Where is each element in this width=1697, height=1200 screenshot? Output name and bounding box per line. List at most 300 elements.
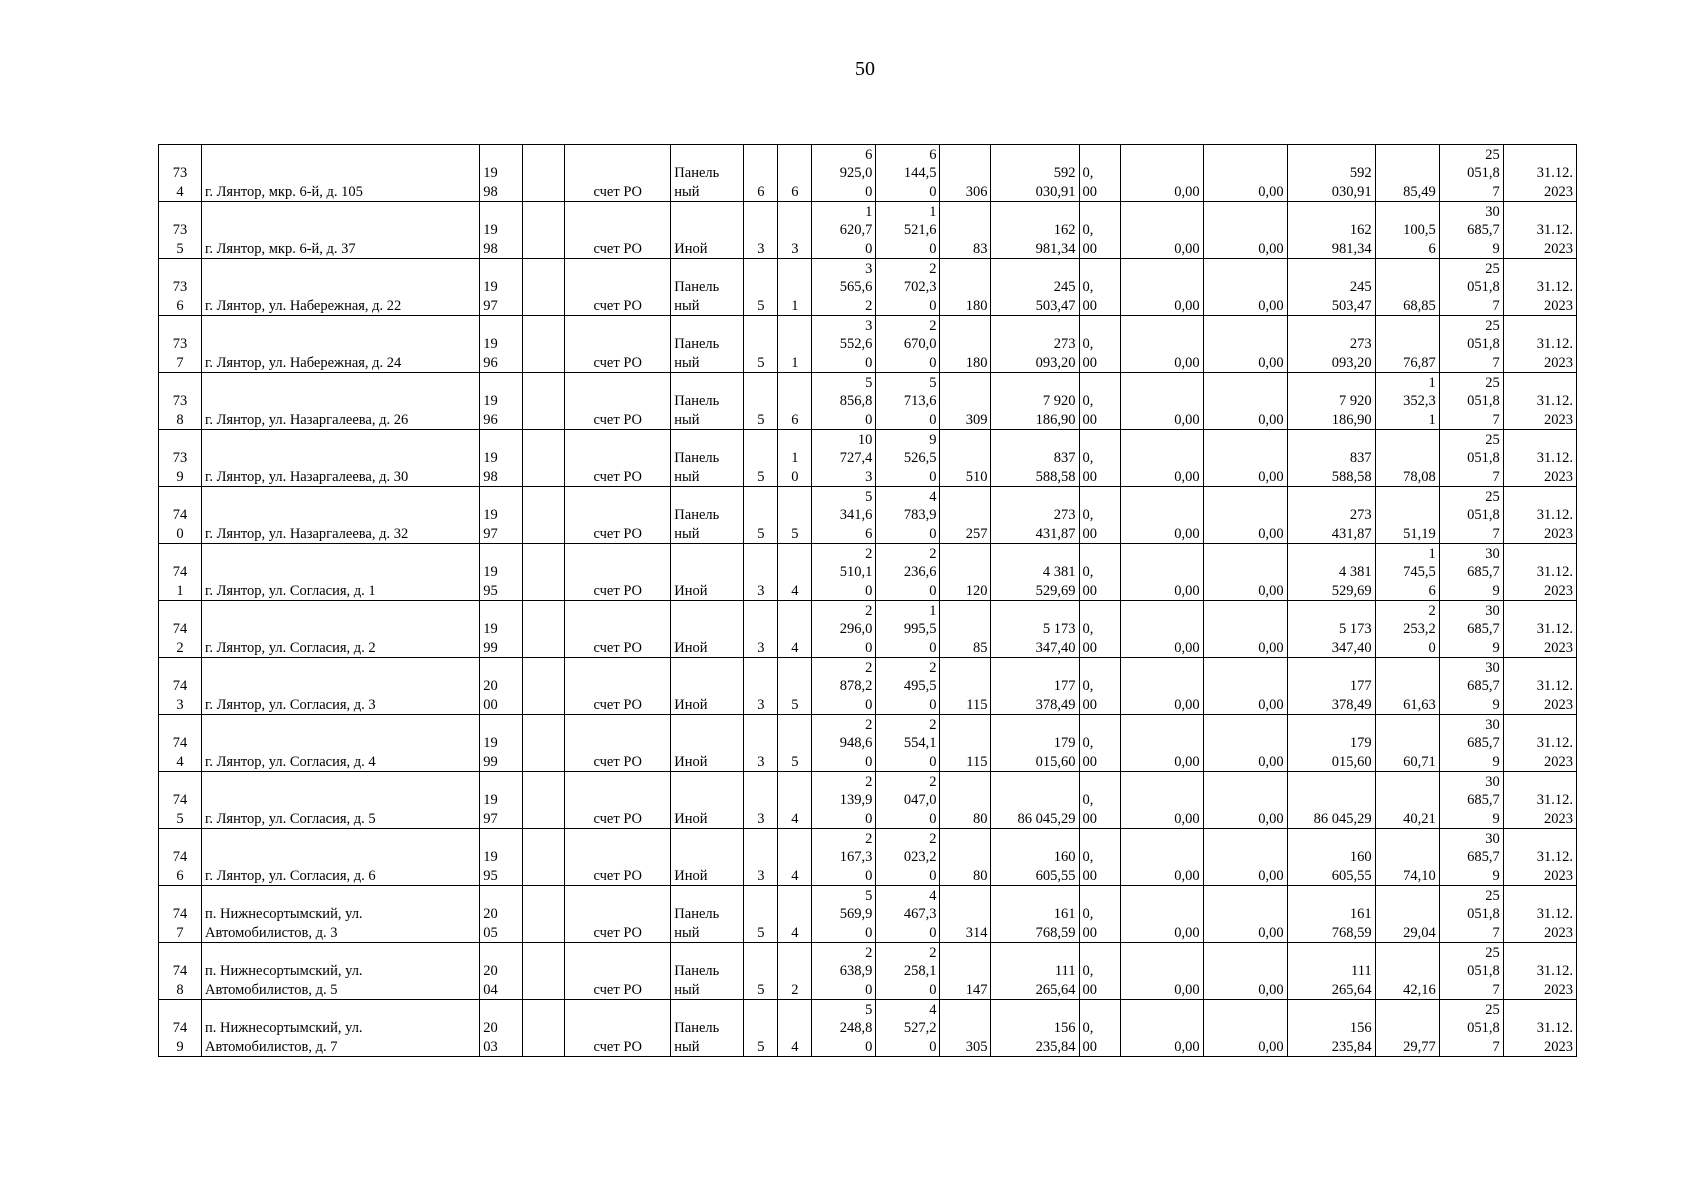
address-cell: г. Лянтор, ул. Согласия, д. 3 <box>202 658 480 715</box>
owners-cost-cell: 156 235,84 <box>1287 1000 1375 1057</box>
total-cost-cell: 86 045,29 <box>991 772 1079 829</box>
wall-material-cell: Иной <box>671 202 744 259</box>
cost-limit-cell: 30 685,7 9 <box>1439 601 1503 658</box>
fund-cost-cell: 0, 00 <box>1079 829 1120 886</box>
entrances-cell: 4 <box>778 601 812 658</box>
owners-cost-cell: 273 093,20 <box>1287 316 1375 373</box>
table-row <box>159 772 1577 829</box>
row-number: 73 9 <box>159 430 202 487</box>
year-cell: 19 95 <box>480 829 523 886</box>
total-area-cell: 2 296,0 0 <box>812 601 876 658</box>
budget-cost-cell: 0,00 <box>1120 202 1203 259</box>
total-area-cell: 5 569,9 0 <box>812 886 876 943</box>
cost-limit-cell: 30 685,7 9 <box>1439 544 1503 601</box>
total-cost-cell: 837 588,58 <box>991 430 1079 487</box>
table-row <box>159 316 1577 373</box>
owners-cost-cell: 111 265,64 <box>1287 943 1375 1000</box>
local-cost-cell: 0,00 <box>1203 373 1287 430</box>
wall-material-cell: Иной <box>671 544 744 601</box>
table-row <box>159 943 1577 1000</box>
total-cost-cell: 4 381 529,69 <box>991 544 1079 601</box>
row-number: 74 2 <box>159 601 202 658</box>
row-number: 74 6 <box>159 829 202 886</box>
empty-cell <box>523 430 565 487</box>
table-body <box>159 145 1577 1057</box>
wall-material-cell: Панель ный <box>671 886 744 943</box>
living-area-cell: 9 526,5 0 <box>876 430 940 487</box>
address-cell: г. Лянтор, мкр. 6-й, д. 37 <box>202 202 480 259</box>
entrances-cell: 6 <box>778 373 812 430</box>
registry-table <box>158 144 1577 1057</box>
living-area-cell: 1 995,5 0 <box>876 601 940 658</box>
entrances-cell: 4 <box>778 772 812 829</box>
fund-cost-cell: 0, 00 <box>1079 886 1120 943</box>
wall-material-cell: Панель ный <box>671 145 744 202</box>
total-area-cell: 2 510,1 0 <box>812 544 876 601</box>
fund-cost-cell: 0, 00 <box>1079 544 1120 601</box>
row-number: 74 0 <box>159 487 202 544</box>
row-number: 74 8 <box>159 943 202 1000</box>
wall-material-cell: Панель ный <box>671 430 744 487</box>
budget-cost-cell: 0,00 <box>1120 1000 1203 1057</box>
total-cost-cell: 160 605,55 <box>991 829 1079 886</box>
floors-cell: 5 <box>744 943 778 1000</box>
owners-cost-cell: 177 378,49 <box>1287 658 1375 715</box>
row-number: 74 7 <box>159 886 202 943</box>
total-area-cell: 2 139,9 0 <box>812 772 876 829</box>
local-cost-cell: 0,00 <box>1203 430 1287 487</box>
wall-material-cell: Панель ный <box>671 259 744 316</box>
residents-cell: 85 <box>940 601 991 658</box>
table-row <box>159 373 1577 430</box>
table-row <box>159 658 1577 715</box>
local-cost-cell: 0,00 <box>1203 487 1287 544</box>
deadline-cell: 31.12. 2023 <box>1503 487 1576 544</box>
address-cell: г. Лянтор, ул. Согласия, д. 4 <box>202 715 480 772</box>
owners-cost-cell: 837 588,58 <box>1287 430 1375 487</box>
floors-cell: 6 <box>744 145 778 202</box>
account-cell: счет РО <box>565 715 671 772</box>
floors-cell: 3 <box>744 544 778 601</box>
total-cost-cell: 111 265,64 <box>991 943 1079 1000</box>
owners-cost-cell: 162 981,34 <box>1287 202 1375 259</box>
floors-cell: 5 <box>744 1000 778 1057</box>
table-row <box>159 715 1577 772</box>
empty-cell <box>523 316 565 373</box>
residents-cell: 80 <box>940 829 991 886</box>
wall-material-cell: Панель ный <box>671 487 744 544</box>
empty-cell <box>523 1000 565 1057</box>
fund-cost-cell: 0, 00 <box>1079 601 1120 658</box>
cost-per-m2-cell: 60,71 <box>1375 715 1439 772</box>
budget-cost-cell: 0,00 <box>1120 544 1203 601</box>
total-area-cell: 2 948,6 0 <box>812 715 876 772</box>
table-row <box>159 1000 1577 1057</box>
cost-per-m2-cell: 100,5 6 <box>1375 202 1439 259</box>
account-cell: счет РО <box>565 202 671 259</box>
cost-limit-cell: 25 051,8 7 <box>1439 259 1503 316</box>
budget-cost-cell: 0,00 <box>1120 601 1203 658</box>
account-cell: счет РО <box>565 658 671 715</box>
account-cell: счет РО <box>565 1000 671 1057</box>
fund-cost-cell: 0, 00 <box>1079 487 1120 544</box>
empty-cell <box>523 601 565 658</box>
living-area-cell: 4 467,3 0 <box>876 886 940 943</box>
budget-cost-cell: 0,00 <box>1120 943 1203 1000</box>
budget-cost-cell: 0,00 <box>1120 259 1203 316</box>
entrances-cell: 1 <box>778 316 812 373</box>
cost-per-m2-cell: 74,10 <box>1375 829 1439 886</box>
wall-material-cell: Панель ный <box>671 943 744 1000</box>
fund-cost-cell: 0, 00 <box>1079 1000 1120 1057</box>
living-area-cell: 5 713,6 0 <box>876 373 940 430</box>
owners-cost-cell: 160 605,55 <box>1287 829 1375 886</box>
address-cell: г. Лянтор, мкр. 6-й, д. 105 <box>202 145 480 202</box>
residents-cell: 305 <box>940 1000 991 1057</box>
deadline-cell: 31.12. 2023 <box>1503 202 1576 259</box>
local-cost-cell: 0,00 <box>1203 715 1287 772</box>
owners-cost-cell: 161 768,59 <box>1287 886 1375 943</box>
cost-limit-cell: 25 051,8 7 <box>1439 430 1503 487</box>
deadline-cell: 31.12. 2023 <box>1503 1000 1576 1057</box>
living-area-cell: 1 521,6 0 <box>876 202 940 259</box>
living-area-cell: 4 783,9 0 <box>876 487 940 544</box>
empty-cell <box>523 886 565 943</box>
cost-per-m2-cell: 1 745,5 6 <box>1375 544 1439 601</box>
address-cell: г. Лянтор, ул. Назаргалеева, д. 32 <box>202 487 480 544</box>
total-area-cell: 10 727,4 3 <box>812 430 876 487</box>
entrances-cell: 6 <box>778 145 812 202</box>
cost-limit-cell: 30 685,7 9 <box>1439 829 1503 886</box>
local-cost-cell: 0,00 <box>1203 1000 1287 1057</box>
year-cell: 19 98 <box>480 202 523 259</box>
account-cell: счет РО <box>565 487 671 544</box>
deadline-cell: 31.12. 2023 <box>1503 715 1576 772</box>
cost-limit-cell: 25 051,8 7 <box>1439 373 1503 430</box>
fund-cost-cell: 0, 00 <box>1079 259 1120 316</box>
account-cell: счет РО <box>565 373 671 430</box>
living-area-cell: 2 047,0 0 <box>876 772 940 829</box>
table-row <box>159 259 1577 316</box>
empty-cell <box>523 943 565 1000</box>
row-number: 74 1 <box>159 544 202 601</box>
address-cell: г. Лянтор, ул. Согласия, д. 5 <box>202 772 480 829</box>
residents-cell: 309 <box>940 373 991 430</box>
fund-cost-cell: 0, 00 <box>1079 715 1120 772</box>
total-area-cell: 5 856,8 0 <box>812 373 876 430</box>
table-row <box>159 601 1577 658</box>
cost-per-m2-cell: 1 352,3 1 <box>1375 373 1439 430</box>
account-cell: счет РО <box>565 430 671 487</box>
living-area-cell: 2 023,2 0 <box>876 829 940 886</box>
address-cell: г. Лянтор, ул. Назаргалеева, д. 26 <box>202 373 480 430</box>
empty-cell <box>523 487 565 544</box>
total-cost-cell: 273 431,87 <box>991 487 1079 544</box>
budget-cost-cell: 0,00 <box>1120 487 1203 544</box>
cost-limit-cell: 25 051,8 7 <box>1439 145 1503 202</box>
total-cost-cell: 179 015,60 <box>991 715 1079 772</box>
entrances-cell: 1 0 <box>778 430 812 487</box>
address-cell: п. Нижнесортымский, ул. Автомобилистов, д. 3 <box>202 886 480 943</box>
table-row <box>159 145 1577 202</box>
total-cost-cell: 156 235,84 <box>991 1000 1079 1057</box>
entrances-cell: 4 <box>778 886 812 943</box>
deadline-cell: 31.12. 2023 <box>1503 430 1576 487</box>
entrances-cell: 3 <box>778 202 812 259</box>
deadline-cell: 31.12. 2023 <box>1503 772 1576 829</box>
deadline-cell: 31.12. 2023 <box>1503 829 1576 886</box>
account-cell: счет РО <box>565 316 671 373</box>
total-area-cell: 2 638,9 0 <box>812 943 876 1000</box>
floors-cell: 3 <box>744 772 778 829</box>
cost-per-m2-cell: 78,08 <box>1375 430 1439 487</box>
wall-material-cell: Иной <box>671 658 744 715</box>
row-number: 73 8 <box>159 373 202 430</box>
total-area-cell: 6 925,0 0 <box>812 145 876 202</box>
address-cell: г. Лянтор, ул. Набережная, д. 22 <box>202 259 480 316</box>
residents-cell: 80 <box>940 772 991 829</box>
local-cost-cell: 0,00 <box>1203 829 1287 886</box>
cost-per-m2-cell: 40,21 <box>1375 772 1439 829</box>
local-cost-cell: 0,00 <box>1203 316 1287 373</box>
owners-cost-cell: 4 381 529,69 <box>1287 544 1375 601</box>
cost-limit-cell: 30 685,7 9 <box>1439 658 1503 715</box>
deadline-cell: 31.12. 2023 <box>1503 145 1576 202</box>
entrances-cell: 1 <box>778 259 812 316</box>
local-cost-cell: 0,00 <box>1203 658 1287 715</box>
floors-cell: 3 <box>744 202 778 259</box>
deadline-cell: 31.12. 2023 <box>1503 544 1576 601</box>
floors-cell: 5 <box>744 487 778 544</box>
address-cell: п. Нижнесортымский, ул. Автомобилистов, д. 5 <box>202 943 480 1000</box>
living-area-cell: 2 554,1 0 <box>876 715 940 772</box>
budget-cost-cell: 0,00 <box>1120 829 1203 886</box>
cost-per-m2-cell: 76,87 <box>1375 316 1439 373</box>
residents-cell: 83 <box>940 202 991 259</box>
budget-cost-cell: 0,00 <box>1120 715 1203 772</box>
living-area-cell: 6 144,5 0 <box>876 145 940 202</box>
total-area-cell: 5 248,8 0 <box>812 1000 876 1057</box>
floors-cell: 3 <box>744 601 778 658</box>
floors-cell: 5 <box>744 259 778 316</box>
budget-cost-cell: 0,00 <box>1120 373 1203 430</box>
year-cell: 19 97 <box>480 259 523 316</box>
cost-limit-cell: 25 051,8 7 <box>1439 1000 1503 1057</box>
empty-cell <box>523 715 565 772</box>
row-number: 73 7 <box>159 316 202 373</box>
cost-per-m2-cell: 85,49 <box>1375 145 1439 202</box>
local-cost-cell: 0,00 <box>1203 601 1287 658</box>
row-number: 73 4 <box>159 145 202 202</box>
local-cost-cell: 0,00 <box>1203 886 1287 943</box>
local-cost-cell: 0,00 <box>1203 772 1287 829</box>
wall-material-cell: Иной <box>671 601 744 658</box>
year-cell: 19 96 <box>480 373 523 430</box>
entrances-cell: 4 <box>778 544 812 601</box>
owners-cost-cell: 7 920 186,90 <box>1287 373 1375 430</box>
account-cell: счет РО <box>565 886 671 943</box>
total-cost-cell: 592 030,91 <box>991 145 1079 202</box>
fund-cost-cell: 0, 00 <box>1079 145 1120 202</box>
empty-cell <box>523 373 565 430</box>
residents-cell: 120 <box>940 544 991 601</box>
fund-cost-cell: 0, 00 <box>1079 202 1120 259</box>
year-cell: 20 00 <box>480 658 523 715</box>
year-cell: 19 99 <box>480 601 523 658</box>
account-cell: счет РО <box>565 943 671 1000</box>
cost-per-m2-cell: 51,19 <box>1375 487 1439 544</box>
total-cost-cell: 5 173 347,40 <box>991 601 1079 658</box>
living-area-cell: 2 670,0 0 <box>876 316 940 373</box>
local-cost-cell: 0,00 <box>1203 259 1287 316</box>
year-cell: 19 97 <box>480 772 523 829</box>
total-area-cell: 2 167,3 0 <box>812 829 876 886</box>
budget-cost-cell: 0,00 <box>1120 316 1203 373</box>
residents-cell: 180 <box>940 259 991 316</box>
address-cell: г. Лянтор, ул. Назаргалеева, д. 30 <box>202 430 480 487</box>
table-row <box>159 202 1577 259</box>
total-cost-cell: 273 093,20 <box>991 316 1079 373</box>
budget-cost-cell: 0,00 <box>1120 772 1203 829</box>
total-cost-cell: 177 378,49 <box>991 658 1079 715</box>
row-number: 74 3 <box>159 658 202 715</box>
residents-cell: 147 <box>940 943 991 1000</box>
living-area-cell: 4 527,2 0 <box>876 1000 940 1057</box>
fund-cost-cell: 0, 00 <box>1079 373 1120 430</box>
account-cell: счет РО <box>565 829 671 886</box>
table-row <box>159 487 1577 544</box>
entrances-cell: 5 <box>778 715 812 772</box>
address-cell: п. Нижнесортымский, ул. Автомобилистов, д. 7 <box>202 1000 480 1057</box>
owners-cost-cell: 179 015,60 <box>1287 715 1375 772</box>
empty-cell <box>523 544 565 601</box>
account-cell: счет РО <box>565 544 671 601</box>
residents-cell: 257 <box>940 487 991 544</box>
wall-material-cell: Иной <box>671 829 744 886</box>
entrances-cell: 4 <box>778 829 812 886</box>
total-area-cell: 3 565,6 2 <box>812 259 876 316</box>
wall-material-cell: Иной <box>671 772 744 829</box>
table-row <box>159 829 1577 886</box>
entrances-cell: 4 <box>778 1000 812 1057</box>
cost-limit-cell: 30 685,7 9 <box>1439 715 1503 772</box>
cost-per-m2-cell: 2 253,2 0 <box>1375 601 1439 658</box>
fund-cost-cell: 0, 00 <box>1079 316 1120 373</box>
empty-cell <box>523 202 565 259</box>
residents-cell: 115 <box>940 715 991 772</box>
floors-cell: 3 <box>744 829 778 886</box>
living-area-cell: 2 495,5 0 <box>876 658 940 715</box>
row-number: 74 5 <box>159 772 202 829</box>
row-number: 73 6 <box>159 259 202 316</box>
floors-cell: 5 <box>744 373 778 430</box>
deadline-cell: 31.12. 2023 <box>1503 373 1576 430</box>
living-area-cell: 2 702,3 0 <box>876 259 940 316</box>
cost-per-m2-cell: 68,85 <box>1375 259 1439 316</box>
floors-cell: 5 <box>744 430 778 487</box>
address-cell: г. Лянтор, ул. Набережная, д. 24 <box>202 316 480 373</box>
residents-cell: 115 <box>940 658 991 715</box>
entrances-cell: 2 <box>778 943 812 1000</box>
total-area-cell: 5 341,6 6 <box>812 487 876 544</box>
owners-cost-cell: 86 045,29 <box>1287 772 1375 829</box>
table-row <box>159 430 1577 487</box>
deadline-cell: 31.12. 2023 <box>1503 943 1576 1000</box>
owners-cost-cell: 273 431,87 <box>1287 487 1375 544</box>
year-cell: 19 97 <box>480 487 523 544</box>
owners-cost-cell: 5 173 347,40 <box>1287 601 1375 658</box>
floors-cell: 3 <box>744 658 778 715</box>
residents-cell: 510 <box>940 430 991 487</box>
fund-cost-cell: 0, 00 <box>1079 658 1120 715</box>
residents-cell: 314 <box>940 886 991 943</box>
table-row <box>159 886 1577 943</box>
row-number: 74 4 <box>159 715 202 772</box>
cost-per-m2-cell: 29,77 <box>1375 1000 1439 1057</box>
cost-per-m2-cell: 42,16 <box>1375 943 1439 1000</box>
local-cost-cell: 0,00 <box>1203 202 1287 259</box>
cost-limit-cell: 25 051,8 7 <box>1439 316 1503 373</box>
deadline-cell: 31.12. 2023 <box>1503 886 1576 943</box>
budget-cost-cell: 0,00 <box>1120 430 1203 487</box>
year-cell: 20 03 <box>480 1000 523 1057</box>
page-number: 50 <box>855 58 875 80</box>
floors-cell: 5 <box>744 886 778 943</box>
total-cost-cell: 161 768,59 <box>991 886 1079 943</box>
local-cost-cell: 0,00 <box>1203 943 1287 1000</box>
year-cell: 19 99 <box>480 715 523 772</box>
row-number: 74 9 <box>159 1000 202 1057</box>
local-cost-cell: 0,00 <box>1203 544 1287 601</box>
cost-limit-cell: 25 051,8 7 <box>1439 943 1503 1000</box>
entrances-cell: 5 <box>778 658 812 715</box>
account-cell: счет РО <box>565 601 671 658</box>
living-area-cell: 2 236,6 0 <box>876 544 940 601</box>
empty-cell <box>523 145 565 202</box>
address-cell: г. Лянтор, ул. Согласия, д. 1 <box>202 544 480 601</box>
fund-cost-cell: 0, 00 <box>1079 943 1120 1000</box>
residents-cell: 180 <box>940 316 991 373</box>
empty-cell <box>523 658 565 715</box>
table-row <box>159 544 1577 601</box>
cost-limit-cell: 30 685,7 9 <box>1439 772 1503 829</box>
total-area-cell: 1 620,7 0 <box>812 202 876 259</box>
wall-material-cell: Иной <box>671 715 744 772</box>
total-cost-cell: 162 981,34 <box>991 202 1079 259</box>
deadline-cell: 31.12. 2023 <box>1503 601 1576 658</box>
wall-material-cell: Панель ный <box>671 1000 744 1057</box>
fund-cost-cell: 0, 00 <box>1079 430 1120 487</box>
fund-cost-cell: 0, 00 <box>1079 772 1120 829</box>
budget-cost-cell: 0,00 <box>1120 145 1203 202</box>
budget-cost-cell: 0,00 <box>1120 658 1203 715</box>
deadline-cell: 31.12. 2023 <box>1503 658 1576 715</box>
budget-cost-cell: 0,00 <box>1120 886 1203 943</box>
row-number: 73 5 <box>159 202 202 259</box>
total-cost-cell: 245 503,47 <box>991 259 1079 316</box>
cost-limit-cell: 30 685,7 9 <box>1439 202 1503 259</box>
deadline-cell: 31.12. 2023 <box>1503 316 1576 373</box>
account-cell: счет РО <box>565 772 671 829</box>
empty-cell <box>523 829 565 886</box>
owners-cost-cell: 592 030,91 <box>1287 145 1375 202</box>
empty-cell <box>523 259 565 316</box>
residents-cell: 306 <box>940 145 991 202</box>
cost-limit-cell: 25 051,8 7 <box>1439 487 1503 544</box>
year-cell: 20 04 <box>480 943 523 1000</box>
year-cell: 19 96 <box>480 316 523 373</box>
cost-per-m2-cell: 29,04 <box>1375 886 1439 943</box>
